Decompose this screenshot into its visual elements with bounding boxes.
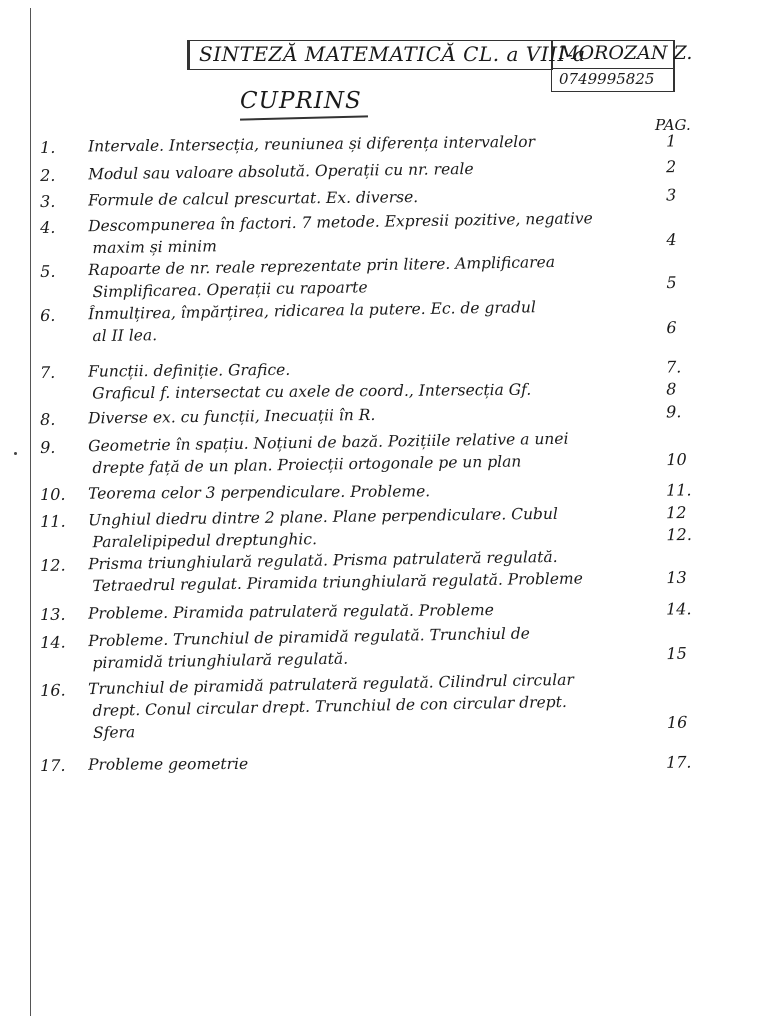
toc-entry-text: Funcții. definiție. Grafice.	[87, 360, 291, 381]
toc-entry-text: Simplificarea. Operații cu rapoarte	[92, 278, 368, 302]
toc-entry-number: 14.	[40, 632, 66, 652]
toc-entry-text: drepte față de un plan. Proiecții ortogonale pe un plan	[92, 452, 522, 478]
toc-entry	[40, 480, 740, 504]
toc-entry	[40, 156, 740, 185]
toc-entry-text: Unghiul diedru dintre 2 plane. Plane perpendiculare. Cubul	[87, 504, 558, 530]
margin-dot	[14, 452, 17, 455]
toc-entry-text: Trunchiul de piramidă patrulateră regulată. Cilindrul circular	[87, 670, 574, 699]
toc-entry-page: 1	[665, 131, 677, 151]
toc-entry-number: 5.	[40, 261, 56, 281]
toc-entry-text: Modul sau valoare absolută. Operații cu nr. reale	[87, 159, 474, 184]
toc-entry-number: 6.	[40, 305, 56, 325]
toc-entry	[40, 357, 740, 403]
toc-entry-text: Intervale. Intersecția, reuniunea și diferența intervalelor	[87, 132, 536, 156]
toc-entry	[40, 185, 740, 211]
toc-entry-page: 10	[666, 449, 687, 470]
toc-entry-page: 11.	[665, 480, 692, 500]
toc-entry	[40, 502, 740, 552]
toc-entry-text: Probleme. Piramida patrulateră regulată. Probleme	[87, 601, 494, 623]
toc-entry-page: 13	[666, 567, 687, 588]
toc-entry-number: 2.	[40, 165, 56, 185]
toc-entry	[40, 131, 740, 157]
toc-entry-page: 9.	[665, 402, 682, 422]
toc-entry-page: 16	[666, 712, 688, 732]
toc-heading: CUPRINS	[240, 88, 362, 114]
author-divider	[553, 68, 675, 69]
toc-entry-text: Rapoarte de nr. reale reprezentate prin litere. Amplificarea	[87, 253, 556, 280]
margin-line	[30, 8, 31, 1016]
toc-entry-text: maxim și minim	[92, 237, 218, 258]
toc-entry-number: 16.	[40, 680, 66, 700]
page-column-label: PAG.	[655, 116, 691, 134]
toc-heading-underline	[240, 115, 368, 120]
toc-entry	[40, 427, 740, 478]
toc-entry-text: drept. Conul circular drept. Trunchiul de con circular drept.	[92, 692, 567, 720]
toc-entry	[40, 599, 740, 624]
toc-entry-text: piramidă triunghiulară regulată.	[92, 649, 349, 673]
toc-entry-text: Graficul f. intersectat cu axele de coord., Intersecția Gf.	[92, 380, 532, 403]
toc-entry-page: 12	[665, 502, 687, 523]
toc-entry-page: 15	[666, 643, 687, 664]
toc-entry-page: 8	[666, 379, 677, 399]
toc-entry-text: Prisma triunghiulară regulată. Prisma patrulateră regulată.	[87, 547, 558, 574]
toc-entry-text: Sfera	[92, 723, 136, 742]
toc-entry-number: 12.	[40, 555, 66, 575]
toc-entry-number: 4.	[40, 217, 56, 237]
toc-entry-number: 13.	[40, 604, 66, 624]
toc-entry-page: 12.	[666, 524, 692, 545]
toc-entry-page: 6	[666, 318, 677, 338]
toc-entry-text: Înmulțirea, împărțirea, ridicarea la putere. Ec. de gradul	[87, 298, 537, 324]
toc-entry-page: 17.	[665, 752, 692, 772]
toc-entry-text: Geometrie în spațiu. Noțiuni de bază. Pozițiile relative a unei	[87, 429, 569, 456]
toc-entry-page: 2	[665, 157, 677, 177]
toc-entry	[40, 621, 740, 673]
toc-entry-text: Tetraedrul regulat. Piramida triunghiulară regulată. Probleme	[92, 569, 583, 596]
toc-entry-page: 4	[666, 230, 677, 250]
toc-entry-page: 14.	[665, 599, 692, 619]
toc-entry-text: al II lea.	[92, 326, 158, 346]
toc-entry-text: Formule de calcul prescurtat. Ex. diverse.	[87, 188, 419, 210]
author-phone: 0749995825	[559, 70, 655, 88]
toc-entry-number: 11.	[40, 511, 66, 531]
toc-entry-number: 3.	[40, 191, 56, 211]
toc-entry-text: Probleme. Trunchiul de piramidă regulată. Trunchiul de	[87, 624, 530, 651]
toc-entry-number: 9.	[40, 437, 56, 457]
document-title: SINTEZĂ MATEMATICĂ CL. a VIII-a	[199, 42, 586, 66]
toc-entry-text: Descompunerea în factori. 7 metode. Expresii pozitive, negative	[87, 209, 593, 236]
toc-entry-text: Diverse ex. cu funcții, Inecuații în R.	[87, 405, 376, 428]
toc-entry-text: Paralelipipedul dreptunghic.	[92, 530, 318, 552]
author-name: MOROZAN Z.	[559, 42, 693, 64]
header-box	[187, 40, 693, 92]
toc-entry-text: Probleme geometrie	[87, 754, 249, 774]
toc-entry	[40, 752, 740, 775]
toc-entry-number: 8.	[40, 409, 56, 429]
toc-entry-page: 3	[665, 185, 677, 205]
toc-entry	[40, 401, 740, 429]
toc-entry-number: 7.	[40, 362, 56, 382]
toc-entry-page: 7.	[665, 357, 682, 377]
toc-entry-page: 5	[666, 272, 677, 293]
toc-entry-text: Teorema celor 3 perpendiculare. Probleme.	[87, 482, 431, 503]
toc-entry-number: 10.	[40, 484, 66, 504]
toc-entry-number: 17.	[40, 755, 66, 775]
toc-entry-number: 1.	[40, 137, 56, 157]
